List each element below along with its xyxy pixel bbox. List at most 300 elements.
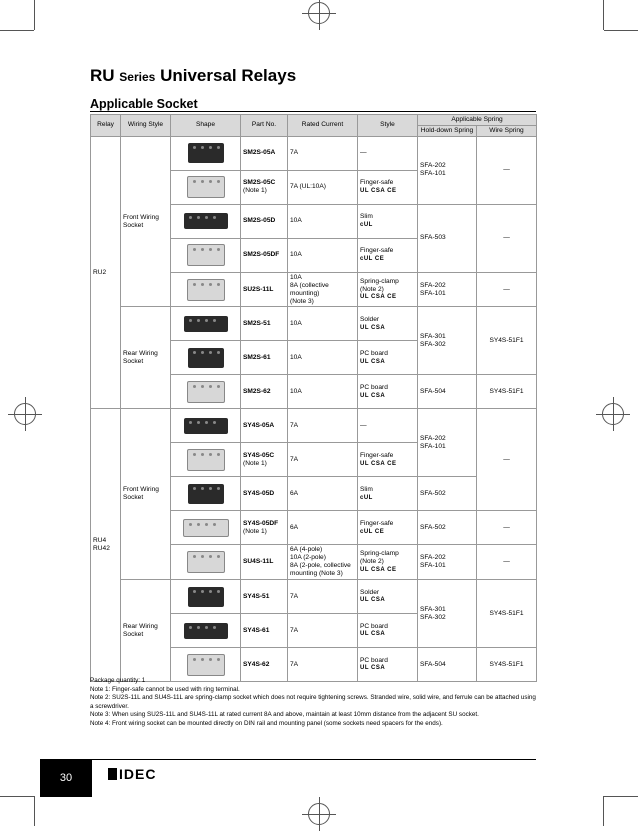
part-number: SM2S-61 <box>243 353 271 361</box>
socket-pin <box>217 180 220 183</box>
shape-cell <box>171 443 241 477</box>
style-cell <box>358 545 418 580</box>
cert-marks-icon: UL CSA <box>360 665 386 672</box>
part-number: SY4S-51 <box>243 592 270 600</box>
header-applicable-spring: Applicable Spring <box>418 115 537 126</box>
socket-style: — <box>360 149 367 157</box>
part-note: (Note 1) <box>243 187 267 195</box>
holddown-spring: SFA-101 <box>420 562 446 570</box>
shape-cell <box>171 375 241 409</box>
holddown-spring-cell <box>418 477 477 511</box>
crop-mark <box>604 796 638 797</box>
part-number: SM2S-51 <box>243 319 271 327</box>
socket-style: Finger-safe <box>360 247 394 255</box>
holddown-spring-cell <box>418 511 477 545</box>
socket-pin <box>217 146 220 149</box>
holddown-spring: SFA-202 <box>420 281 446 289</box>
socket-pin <box>201 351 204 354</box>
style-cell <box>358 341 418 375</box>
part-number: SM2S-62 <box>243 387 271 395</box>
socket-image <box>173 241 238 269</box>
registration-mark <box>14 403 36 425</box>
socket-style: Solder <box>360 315 380 323</box>
cert-marks-icon: cUL CE <box>360 256 385 263</box>
section-rule <box>90 111 536 112</box>
cert-marks-icon: UL CSA <box>360 597 386 604</box>
rated-current: 7A <box>290 455 299 463</box>
part-note: (Note 1) <box>243 459 267 467</box>
table-row <box>91 409 537 443</box>
socket-style: Finger-safe <box>360 179 394 187</box>
holddown-spring: SFA-101 <box>420 289 446 297</box>
shape-cell <box>171 272 241 307</box>
part-number-cell <box>241 272 288 307</box>
table-body <box>91 136 537 681</box>
part-number-cell <box>241 580 288 614</box>
socket-shape <box>187 551 225 573</box>
socket-pin <box>213 421 216 424</box>
shape-cell <box>171 136 241 170</box>
socket-pin <box>217 248 220 251</box>
socket-style: (Note 2) <box>360 285 384 293</box>
header-holddown: Hold-down Spring <box>418 125 477 136</box>
holddown-spring-cell <box>418 136 477 204</box>
socket-shape <box>188 143 224 163</box>
part-number-cell <box>241 545 288 580</box>
rated-current: 10A <box>290 353 302 361</box>
wire-spring-cell <box>477 545 537 580</box>
socket-pin <box>189 319 192 322</box>
socket-pin <box>209 180 212 183</box>
socket-shape <box>184 418 228 434</box>
socket-shape <box>184 213 228 229</box>
holddown-spring-cell <box>418 204 477 272</box>
holddown-spring-cell <box>418 272 477 307</box>
socket-image <box>173 514 238 542</box>
socket-style: PC board <box>360 349 388 357</box>
cert-marks-icon: UL CSA <box>360 324 386 331</box>
socket-pin <box>197 523 200 526</box>
rated-current: 7A <box>290 592 299 600</box>
part-number-cell <box>241 307 288 341</box>
cert-marks-icon: cUL CE <box>360 528 385 535</box>
rated-current: 7A (UL:10A) <box>290 183 326 191</box>
shape-cell <box>171 477 241 511</box>
socket-pin <box>201 555 204 558</box>
part-number-cell <box>241 170 288 204</box>
socket-pin <box>193 180 196 183</box>
shape-cell <box>171 580 241 614</box>
socket-shape <box>188 348 224 368</box>
socket-table <box>90 114 537 682</box>
header-wire-spring: Wire Spring <box>477 125 537 136</box>
part-number: SU2S-11L <box>243 285 274 293</box>
relay-ru2: RU2 <box>93 268 107 276</box>
rated-current-cell <box>288 511 358 545</box>
socket-pin <box>217 351 220 354</box>
shape-cell <box>171 170 241 204</box>
rated-current: 8A (collective mounting) <box>290 281 329 297</box>
socket-pin <box>189 626 192 629</box>
socket-shape <box>187 381 225 403</box>
shape-cell <box>171 511 241 545</box>
holddown-spring: SFA-502 <box>420 523 446 531</box>
socket-pin <box>209 283 212 286</box>
style-cell <box>358 307 418 341</box>
wiring-cell <box>121 136 171 307</box>
relay-cell <box>91 136 121 409</box>
wiring-style: Rear Wiring Socket <box>123 350 158 365</box>
socket-style: Finger-safe <box>360 451 394 459</box>
socket-pin <box>213 216 216 219</box>
socket-shape <box>187 244 225 266</box>
holddown-spring: SFA-502 <box>420 489 446 497</box>
socket-pin <box>205 319 208 322</box>
relay-ru4: RU4 <box>93 537 107 545</box>
socket-pin <box>209 487 212 490</box>
title-main: RU <box>90 66 115 85</box>
part-number-cell <box>241 614 288 648</box>
rated-current-cell <box>288 580 358 614</box>
table-row <box>91 580 537 614</box>
style-cell <box>358 477 418 511</box>
wire-spring: — <box>503 166 510 174</box>
registration-mark <box>308 803 330 825</box>
holddown-spring: SFA-101 <box>420 170 446 178</box>
holddown-spring-cell <box>418 545 477 580</box>
cert-marks-icon: UL CSA <box>360 358 386 365</box>
wire-spring: — <box>503 523 510 531</box>
socket-pin <box>213 523 216 526</box>
part-number-cell <box>241 443 288 477</box>
socket-image <box>173 344 238 372</box>
socket-pin <box>217 658 220 661</box>
wire-spring-cell <box>477 204 537 272</box>
rated-current-cell <box>288 204 358 238</box>
socket-image <box>173 412 238 440</box>
title-series: Series <box>119 70 156 84</box>
part-number: SY4S-61 <box>243 626 270 634</box>
wiring-cell <box>121 580 171 682</box>
part-number: SY4S-05A <box>243 421 275 429</box>
rated-current-cell <box>288 443 358 477</box>
header-relay: Relay <box>91 115 121 137</box>
socket-style: Slim <box>360 485 373 493</box>
wire-spring-cell <box>477 272 537 307</box>
part-number-cell <box>241 511 288 545</box>
socket-pin <box>201 453 204 456</box>
socket-image <box>173 310 238 338</box>
cert-marks-icon: UL CSA CE <box>360 460 397 467</box>
note-line: Note 1: Finger-safe cannot be used with ring terminal. <box>90 685 240 693</box>
socket-image <box>173 617 238 645</box>
socket-pin <box>209 453 212 456</box>
shape-cell <box>171 307 241 341</box>
rated-current: 7A <box>290 626 299 634</box>
wire-spring: — <box>503 285 510 293</box>
socket-pin <box>193 453 196 456</box>
crop-mark <box>34 0 35 30</box>
header-wiring: Wiring Style <box>121 115 171 137</box>
part-number-cell <box>241 375 288 409</box>
holddown-spring: SFA-202 <box>420 162 446 170</box>
style-cell <box>358 170 418 204</box>
socket-pin <box>213 626 216 629</box>
socket-image <box>173 173 238 201</box>
section-title: Applicable Socket <box>90 97 198 111</box>
socket-shape <box>187 654 225 676</box>
socket-style: Solder <box>360 588 380 596</box>
socket-style: Spring-clamp <box>360 550 399 558</box>
registration-mark <box>308 2 330 24</box>
socket-shape <box>184 316 228 332</box>
socket-pin <box>189 216 192 219</box>
wire-spring: SY4S-51F1 <box>489 336 524 344</box>
part-number: SY4S-05DF <box>243 520 279 528</box>
socket-image <box>173 480 238 508</box>
socket-image <box>173 548 238 576</box>
socket-image <box>173 378 238 406</box>
crop-mark <box>0 796 34 797</box>
style-cell <box>358 238 418 272</box>
socket-pin <box>193 555 196 558</box>
socket-image <box>173 651 238 679</box>
relay-ru42: RU42 <box>93 545 110 553</box>
rated-current-cell <box>288 375 358 409</box>
shape-cell <box>171 545 241 580</box>
logo-text: IDEC <box>119 766 157 782</box>
holddown-spring-cell <box>418 307 477 375</box>
cert-marks-icon: UL CSA <box>360 392 386 399</box>
socket-style: PC board <box>360 656 388 664</box>
wiring-style: Front Wiring Socket <box>123 213 159 229</box>
cert-marks-icon: cUL <box>360 222 373 229</box>
holddown-spring: SFA-301 <box>420 605 446 613</box>
rated-current: 7A <box>290 149 299 157</box>
footer-rule <box>90 759 536 760</box>
wire-spring-cell <box>477 511 537 545</box>
socket-pin <box>197 319 200 322</box>
socket-shape <box>184 623 228 639</box>
holddown-spring-cell <box>418 580 477 648</box>
header-style: Style <box>358 115 418 137</box>
part-number-cell <box>241 341 288 375</box>
socket-image <box>173 207 238 235</box>
cert-marks-icon: UL CSA CE <box>360 567 397 574</box>
wire-spring-cell <box>477 580 537 648</box>
socket-pin <box>205 523 208 526</box>
socket-pin <box>193 658 196 661</box>
rated-current: 6A <box>290 489 299 497</box>
socket-pin <box>197 626 200 629</box>
crop-mark <box>603 0 604 30</box>
socket-style: Finger-safe <box>360 519 394 527</box>
holddown-spring: SFA-202 <box>420 435 446 443</box>
wire-spring: — <box>503 234 510 242</box>
socket-shape <box>187 449 225 471</box>
socket-pin <box>217 385 220 388</box>
socket-style: Slim <box>360 213 373 221</box>
socket-shape <box>187 176 225 198</box>
logo-block-icon <box>108 768 117 780</box>
wiring-cell <box>121 307 171 409</box>
socket-pin <box>209 146 212 149</box>
part-number: SM2S-05D <box>243 217 276 225</box>
socket-pin <box>201 248 204 251</box>
socket-pin <box>209 385 212 388</box>
rated-current: 7A <box>290 660 299 668</box>
style-cell <box>358 375 418 409</box>
rated-current: 7A <box>290 421 299 429</box>
socket-image <box>173 276 238 304</box>
rated-current: 10A <box>290 251 302 259</box>
part-number-cell <box>241 204 288 238</box>
socket-style: — <box>360 421 367 429</box>
rated-current-cell <box>288 341 358 375</box>
wiring-cell <box>121 409 171 580</box>
rated-current: 6A (4-pole) <box>290 546 323 554</box>
wire-spring: SY4S-51F1 <box>489 609 524 617</box>
style-cell <box>358 136 418 170</box>
holddown-spring: SFA-302 <box>420 340 446 348</box>
rated-current-cell <box>288 136 358 170</box>
socket-pin <box>193 351 196 354</box>
shape-cell <box>171 341 241 375</box>
rated-current-cell <box>288 272 358 307</box>
socket-pin <box>217 283 220 286</box>
crop-mark <box>604 30 638 31</box>
socket-style: Spring-clamp <box>360 277 399 285</box>
socket-pin <box>217 555 220 558</box>
rated-current-cell <box>288 170 358 204</box>
wire-spring: SY4S-51F1 <box>489 660 524 668</box>
rated-current: 10A <box>290 319 302 327</box>
part-number: SY4S-05C <box>243 452 275 460</box>
socket-shape <box>187 279 225 301</box>
part-number: SY4S-62 <box>243 660 270 668</box>
part-number: SU4S-11L <box>243 558 274 566</box>
crop-mark <box>34 796 35 826</box>
holddown-spring: SFA-504 <box>420 387 446 395</box>
part-number: SM2S-05A <box>243 149 276 157</box>
socket-pin <box>205 626 208 629</box>
cert-marks-icon: UL CSA <box>360 631 386 638</box>
part-number: SY4S-05D <box>243 489 275 497</box>
page-title <box>90 66 296 86</box>
cert-marks-icon: UL CSA CE <box>360 188 397 195</box>
holddown-spring: SFA-503 <box>420 234 446 242</box>
socket-pin <box>209 555 212 558</box>
part-note: (Note 1) <box>243 527 267 535</box>
wire-spring: — <box>503 455 510 463</box>
registration-mark <box>602 403 624 425</box>
socket-image <box>173 583 238 611</box>
header-part: Part No. <box>241 115 288 137</box>
wire-spring-cell <box>477 136 537 204</box>
rated-current-cell <box>288 614 358 648</box>
wire-spring: — <box>503 558 510 566</box>
shape-cell <box>171 238 241 272</box>
cert-marks-icon: cUL <box>360 494 373 501</box>
holddown-spring: SFA-301 <box>420 333 446 341</box>
style-cell <box>358 614 418 648</box>
rated-current-cell <box>288 238 358 272</box>
socket-pin <box>209 351 212 354</box>
socket-style: PC board <box>360 383 388 391</box>
socket-pin <box>193 283 196 286</box>
socket-pin <box>193 590 196 593</box>
socket-shape <box>183 519 229 537</box>
wire-spring-cell <box>477 409 537 511</box>
part-number-cell <box>241 238 288 272</box>
socket-pin <box>209 590 212 593</box>
notes <box>90 677 540 729</box>
socket-pin <box>201 146 204 149</box>
socket-pin <box>205 216 208 219</box>
socket-pin <box>193 487 196 490</box>
crop-mark <box>603 796 604 826</box>
holddown-spring-cell <box>418 409 477 477</box>
style-cell <box>358 443 418 477</box>
page-number: 30 <box>40 759 92 797</box>
socket-pin <box>201 180 204 183</box>
note-line: Package quantity: 1 <box>90 677 146 684</box>
socket-style: PC board <box>360 622 388 630</box>
socket-pin <box>201 590 204 593</box>
socket-pin <box>201 385 204 388</box>
note-line: Note 4: Front wiring socket can be mounted directly on DIN rail and mounting panel (some sockets need spacers for the ends). <box>90 719 443 727</box>
socket-pin <box>209 248 212 251</box>
rated-current: 10A <box>290 387 302 395</box>
socket-pin <box>217 487 220 490</box>
part-number-cell <box>241 409 288 443</box>
socket-pin <box>193 248 196 251</box>
rated-current: 10A <box>290 217 302 225</box>
table-row <box>91 307 537 341</box>
part-number: SM2S-05C <box>243 179 276 187</box>
socket-shape <box>188 484 224 504</box>
shape-cell <box>171 204 241 238</box>
wire-spring-cell <box>477 307 537 375</box>
style-cell <box>358 204 418 238</box>
holddown-spring: SFA-504 <box>420 660 446 668</box>
socket-pin <box>197 421 200 424</box>
shape-cell <box>171 614 241 648</box>
rated-current-cell <box>288 307 358 341</box>
style-cell <box>358 272 418 307</box>
crop-mark <box>0 30 34 31</box>
holddown-spring: SFA-202 <box>420 554 446 562</box>
title-rest: Universal Relays <box>160 66 297 85</box>
socket-pin <box>197 216 200 219</box>
rated-current-cell <box>288 545 358 580</box>
socket-pin <box>189 421 192 424</box>
cert-marks-icon: UL CSA CE <box>360 294 397 301</box>
rated-current: 10A (2-pole) <box>290 554 326 562</box>
rated-current-cell <box>288 477 358 511</box>
socket-pin <box>217 590 220 593</box>
socket-pin <box>189 523 192 526</box>
holddown-spring: SFA-101 <box>420 442 446 450</box>
rated-current: (Note 3) <box>290 297 314 305</box>
style-cell <box>358 409 418 443</box>
holddown-spring: SFA-302 <box>420 613 446 621</box>
holddown-spring-cell <box>418 375 477 409</box>
socket-pin <box>205 421 208 424</box>
part-number: SM2S-05DF <box>243 251 280 259</box>
rated-current: 6A <box>290 523 299 531</box>
socket-shape <box>188 587 224 607</box>
